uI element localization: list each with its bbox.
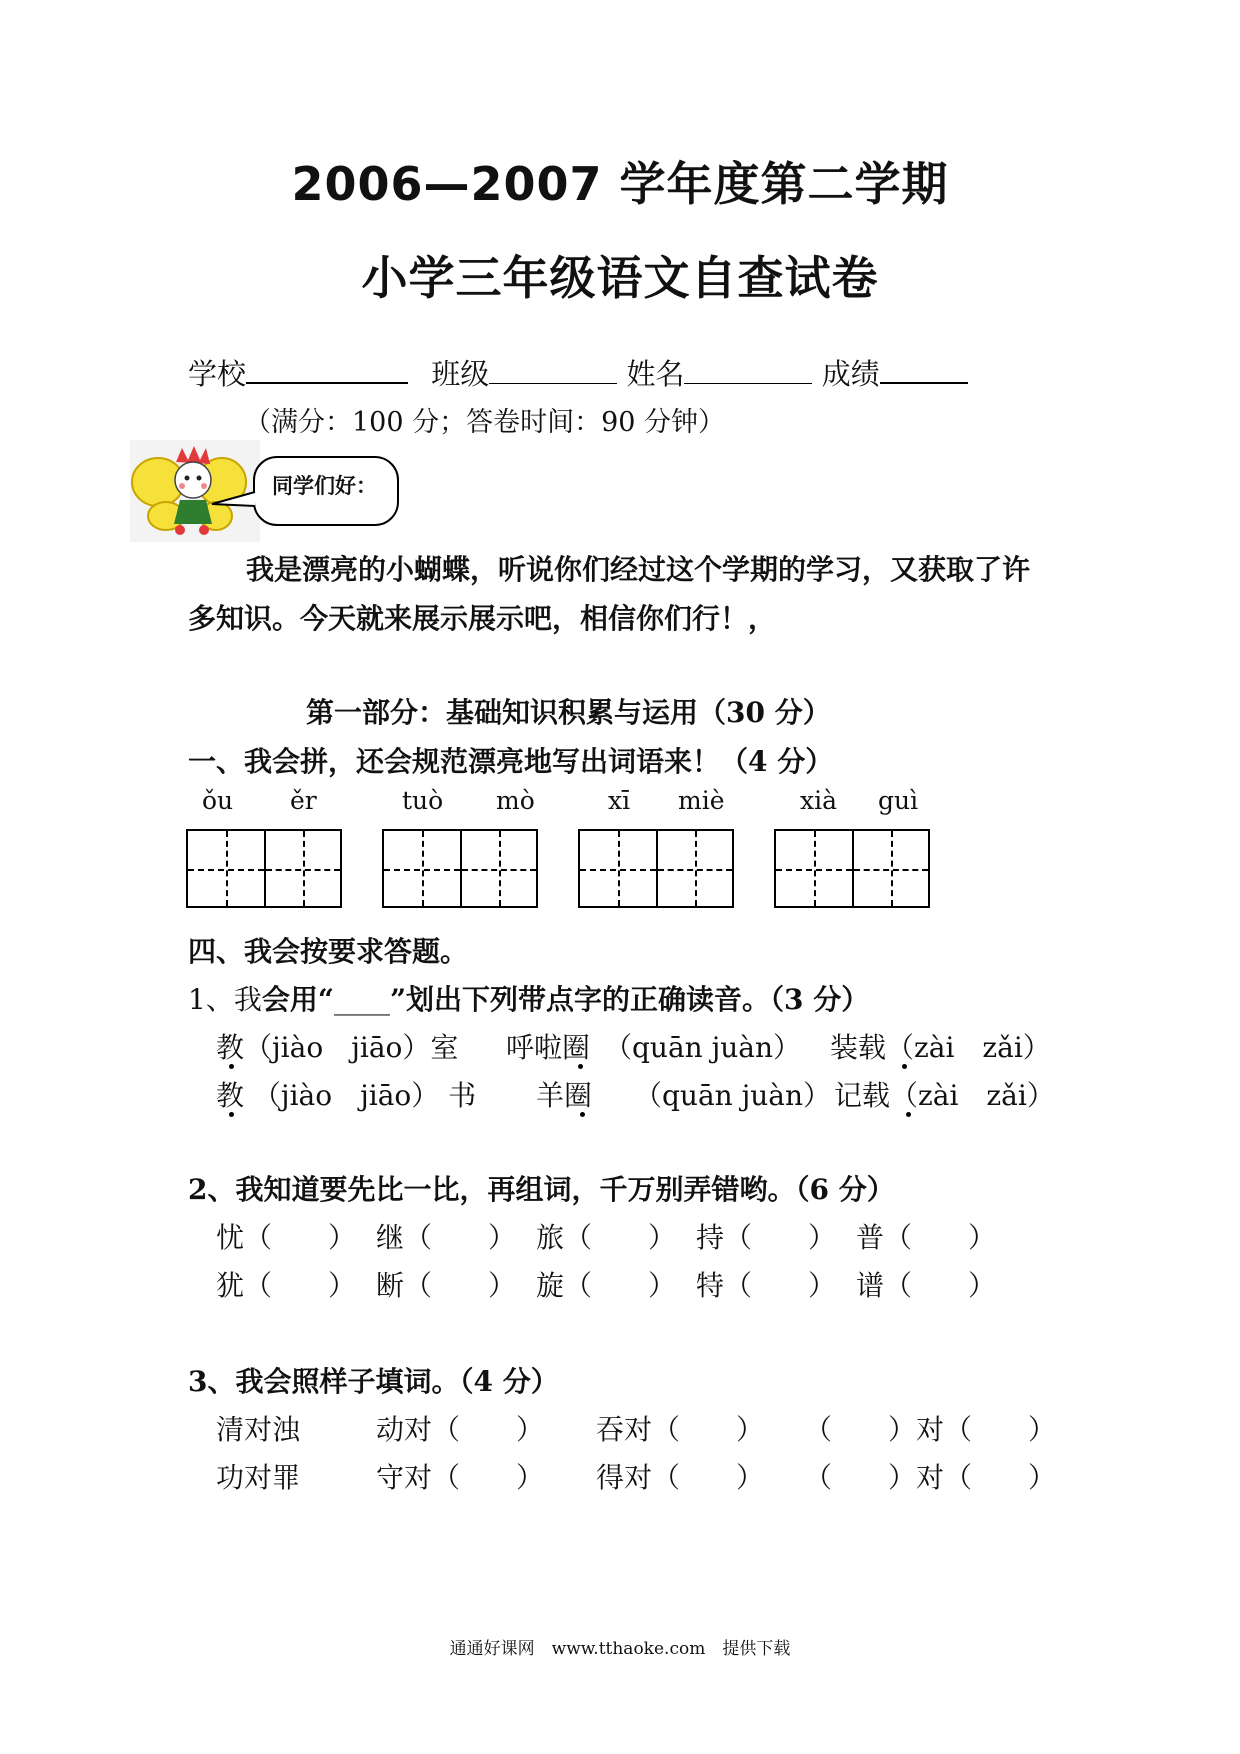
antonym-example: 功对罪 bbox=[216, 1461, 301, 1494]
reading-item: 教（jiào jiāo）室 bbox=[216, 1031, 459, 1064]
word-blank[interactable]: 谱（ ） bbox=[856, 1269, 997, 1302]
name-label: 姓名 bbox=[626, 357, 685, 391]
writing-cell[interactable] bbox=[384, 831, 460, 906]
intro-line-1: 我是漂亮的小蝴蝶，听说你们经过这个学期的学习，又获取了许 bbox=[246, 553, 1031, 586]
q4-sub1-prefix: 1、我 bbox=[188, 983, 262, 1016]
q1-heading: 一、我会拼，还会规范漂亮地写出词语来！（4 分） bbox=[188, 745, 834, 778]
word-blank[interactable]: 特（ ） bbox=[696, 1269, 837, 1302]
pinyin-er: ěr bbox=[290, 786, 317, 815]
emphasis-dot bbox=[229, 1064, 234, 1069]
writing-grid-4[interactable] bbox=[774, 829, 930, 908]
q4-sub1-blank: ____ bbox=[333, 983, 390, 1016]
reading-item: 教 （jiào jiāo） 书 bbox=[216, 1079, 477, 1112]
student-info-line bbox=[188, 352, 968, 393]
exam-note: （满分：100 分；答卷时间：90 分钟） bbox=[244, 407, 726, 438]
pinyin-xi: xī bbox=[608, 786, 631, 815]
writing-grid-1[interactable] bbox=[186, 829, 342, 908]
reading-item: 呼啦圈 （quān juàn） bbox=[506, 1031, 802, 1064]
antonym-blank[interactable]: 吞对（ ） bbox=[596, 1413, 765, 1446]
writing-cell[interactable] bbox=[264, 831, 340, 906]
name-blank[interactable] bbox=[684, 357, 812, 384]
word-blank[interactable]: 普（ ） bbox=[856, 1221, 997, 1254]
word-blank[interactable]: 持（ ） bbox=[696, 1221, 837, 1254]
school-blank[interactable] bbox=[246, 356, 408, 384]
writing-grid-2[interactable] bbox=[382, 829, 538, 908]
pinyin-gui: guì bbox=[878, 786, 919, 815]
pinyin-tuo: tuò bbox=[402, 786, 444, 815]
emphasis-dot bbox=[580, 1112, 585, 1117]
emphasis-dot bbox=[578, 1064, 583, 1069]
writing-cell[interactable] bbox=[580, 831, 656, 906]
writing-cell[interactable] bbox=[656, 831, 732, 906]
intro-line-2: 多知识。今天就来展示展示吧，相信你们行！， bbox=[188, 602, 777, 635]
exam-title-line1: 2006—2007 学年度第二学期 bbox=[291, 157, 949, 211]
antonym-blank[interactable]: （ ）对（ ） bbox=[804, 1461, 1057, 1494]
writing-grid-3[interactable] bbox=[578, 829, 734, 908]
writing-cell[interactable] bbox=[460, 831, 536, 906]
q4-sub3-heading: 3、我会照样子填词。（4 分） bbox=[188, 1365, 559, 1398]
emphasis-dot bbox=[229, 1112, 234, 1117]
antonym-blank[interactable]: 动对（ ） bbox=[376, 1413, 545, 1446]
emphasis-dot bbox=[902, 1064, 907, 1069]
pinyin-mie: miè bbox=[678, 786, 725, 815]
pinyin-xia: xià bbox=[800, 786, 837, 815]
antonym-blank[interactable]: （ ）对（ ） bbox=[804, 1413, 1057, 1446]
score-label: 成绩 bbox=[821, 357, 880, 391]
antonym-blank[interactable]: 得对（ ） bbox=[596, 1461, 765, 1494]
antonym-blank[interactable]: 守对（ ） bbox=[376, 1461, 545, 1494]
reading-item: 记载（zài zǎi） bbox=[834, 1079, 1055, 1112]
antonym-example: 清对浊 bbox=[216, 1413, 301, 1446]
exam-title-line2: 小学三年级语文自查试卷 bbox=[361, 251, 879, 305]
part1-heading: 第一部分：基础知识积累与运用（30 分） bbox=[306, 696, 831, 729]
class-blank[interactable] bbox=[489, 357, 617, 384]
reading-item: 装载（zài zǎi） bbox=[830, 1031, 1051, 1064]
q4-sub1-bold: 会用“ bbox=[261, 983, 334, 1016]
writing-cell[interactable] bbox=[776, 831, 852, 906]
emphasis-dot bbox=[906, 1112, 911, 1117]
pinyin-mo: mò bbox=[496, 786, 535, 815]
class-label: 班级 bbox=[431, 357, 490, 391]
writing-cell[interactable] bbox=[852, 831, 928, 906]
word-blank[interactable]: 忧（ ） bbox=[216, 1221, 357, 1254]
speech-bubble-tail-icon bbox=[210, 490, 258, 510]
q4-sub1-heading bbox=[188, 978, 869, 1018]
word-blank[interactable]: 断（ ） bbox=[376, 1269, 517, 1302]
q4-heading: 四、我会按要求答题。 bbox=[188, 935, 469, 968]
score-blank[interactable] bbox=[880, 356, 968, 384]
writing-cell[interactable] bbox=[188, 831, 264, 906]
word-blank[interactable]: 继（ ） bbox=[376, 1221, 517, 1254]
word-blank[interactable]: 旅（ ） bbox=[536, 1221, 677, 1254]
word-blank[interactable]: 犹（ ） bbox=[216, 1269, 357, 1302]
footer-source: 通通好课网 www.tthaoke.com 提供下载 bbox=[449, 1639, 791, 1659]
word-blank[interactable]: 旋（ ） bbox=[536, 1269, 677, 1302]
pinyin-ou: ǒu bbox=[202, 786, 234, 815]
q4-sub2-heading: 2、我知道要先比一比，再组词，千万别弄错哟。（6 分） bbox=[188, 1173, 895, 1206]
speech-bubble-text: 同学们好： bbox=[272, 474, 377, 498]
q4-sub1-suffix: ”划出下列带点字的正确读音。（3 分） bbox=[389, 983, 870, 1016]
reading-item: 羊圈 （quān juàn） bbox=[536, 1079, 832, 1112]
school-label: 学校 bbox=[188, 357, 247, 391]
